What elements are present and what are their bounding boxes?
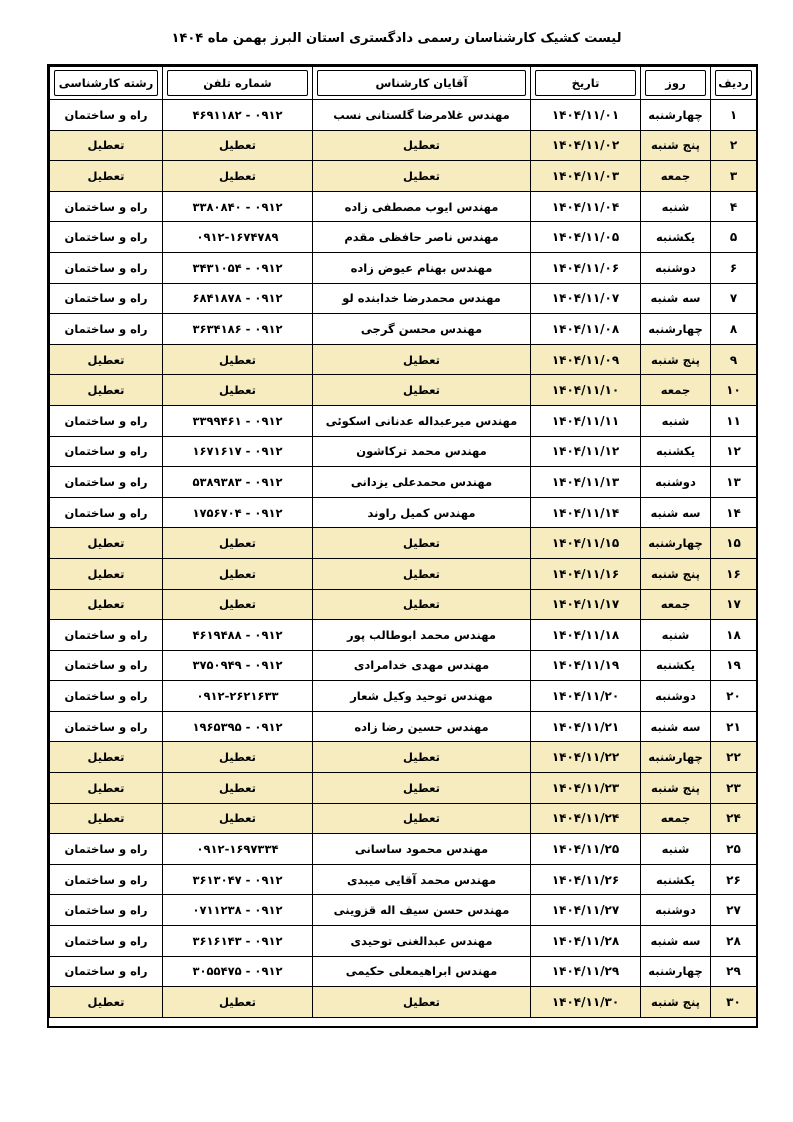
expert-name-cell: تعطیل	[313, 589, 531, 620]
table-row	[50, 864, 757, 895]
expert-name-cell: مهندس مهدی خدامرادی	[313, 650, 531, 681]
row-number-cell: ۲۸	[711, 926, 757, 957]
day-cell: پنج شنبه	[641, 987, 711, 1018]
date-cell: ۱۴۰۴/۱۱/۲۶	[531, 864, 641, 895]
row-number-cell: ۵	[711, 222, 757, 253]
field-cell: راه و ساختمان	[50, 436, 163, 467]
row-number-cell: ۳	[711, 161, 757, 192]
table-row	[50, 130, 757, 161]
date-cell: ۱۴۰۴/۱۱/۱۳	[531, 467, 641, 498]
date-cell: ۱۴۰۴/۱۱/۲۱	[531, 711, 641, 742]
row-number-cell: ۴	[711, 191, 757, 222]
table-row	[50, 620, 757, 651]
table-row	[50, 895, 757, 926]
date-cell: ۱۴۰۴/۱۱/۲۸	[531, 926, 641, 957]
field-cell: راه و ساختمان	[50, 314, 163, 345]
row-number-cell: ۲۱	[711, 711, 757, 742]
row-number-cell: ۱۰	[711, 375, 757, 406]
row-number-cell: ۷	[711, 283, 757, 314]
date-cell: ۱۴۰۴/۱۱/۳۰	[531, 987, 641, 1018]
date-cell: ۱۴۰۴/۱۱/۲۰	[531, 681, 641, 712]
table-row	[50, 436, 757, 467]
expert-name-cell: مهندس کمیل راوند	[313, 497, 531, 528]
row-number-cell: ۲۰	[711, 681, 757, 712]
field-cell: تعطیل	[50, 130, 163, 161]
row-number-cell: ۳۰	[711, 987, 757, 1018]
field-cell: راه و ساختمان	[50, 283, 163, 314]
table-row	[50, 405, 757, 436]
table-row	[50, 252, 757, 283]
expert-name-cell: مهندس محمدرضا خدابنده لو	[313, 283, 531, 314]
duty-roster-table	[49, 66, 757, 1018]
day-cell: دوشنبه	[641, 681, 711, 712]
date-cell: ۱۴۰۴/۱۱/۱۰	[531, 375, 641, 406]
row-number-cell: ۲۵	[711, 834, 757, 865]
phone-cell: تعطیل	[163, 130, 313, 161]
field-cell: راه و ساختمان	[50, 681, 163, 712]
field-cell: تعطیل	[50, 773, 163, 804]
phone-cell: تعطیل	[163, 344, 313, 375]
page-title: لیست کشیک کارشناسان رسمی دادگستری استان البرز بهمن ماه ۱۴۰۴	[171, 31, 622, 46]
expert-name-cell: مهندس بهنام عیوض زاده	[313, 252, 531, 283]
phone-cell: تعطیل	[163, 589, 313, 620]
date-cell: ۱۴۰۴/۱۱/۰۸	[531, 314, 641, 345]
phone-cell: تعطیل	[163, 528, 313, 559]
phone-cell: ۰۹۱۲ - ۵۳۸۹۳۸۳	[163, 467, 313, 498]
table-row	[50, 681, 757, 712]
row-number-cell: ۱۴	[711, 497, 757, 528]
expert-name-cell: تعطیل	[313, 161, 531, 192]
field-cell: تعطیل	[50, 161, 163, 192]
phone-cell: ۰۹۱۲ - ۳۴۳۱۰۵۴	[163, 252, 313, 283]
expert-name-cell: مهندس عبدالغنی توحیدی	[313, 926, 531, 957]
expert-name-cell: مهندس محمد ابوطالب پور	[313, 620, 531, 651]
phone-cell: ۰۹۱۲ - ۳۷۵۰۹۴۹	[163, 650, 313, 681]
header-field: رشته کارشناسی	[50, 67, 163, 100]
field-cell: راه و ساختمان	[50, 926, 163, 957]
field-cell: راه و ساختمان	[50, 405, 163, 436]
row-number-cell: ۱۶	[711, 558, 757, 589]
table-row	[50, 987, 757, 1018]
table-row	[50, 650, 757, 681]
field-cell: راه و ساختمان	[50, 252, 163, 283]
field-cell: راه و ساختمان	[50, 191, 163, 222]
field-cell: راه و ساختمان	[50, 467, 163, 498]
expert-name-cell: تعطیل	[313, 375, 531, 406]
table-row	[50, 497, 757, 528]
row-number-cell: ۲۴	[711, 803, 757, 834]
phone-cell: ۰۹۱۲ - ۰۷۱۱۲۳۸	[163, 895, 313, 926]
header-day: روز	[641, 67, 711, 100]
phone-cell: تعطیل	[163, 773, 313, 804]
day-cell: شنبه	[641, 834, 711, 865]
day-cell: یکشنبه	[641, 864, 711, 895]
date-cell: ۱۴۰۴/۱۱/۰۷	[531, 283, 641, 314]
day-cell: یکشنبه	[641, 436, 711, 467]
day-cell: شنبه	[641, 191, 711, 222]
phone-cell: ۰۹۱۲-۲۶۲۱۶۳۳	[163, 681, 313, 712]
expert-name-cell: تعطیل	[313, 987, 531, 1018]
field-cell: راه و ساختمان	[50, 620, 163, 651]
day-cell: پنج شنبه	[641, 558, 711, 589]
expert-name-cell: مهندس توحید وکیل شعار	[313, 681, 531, 712]
day-cell: پنج شنبه	[641, 773, 711, 804]
date-cell: ۱۴۰۴/۱۱/۰۳	[531, 161, 641, 192]
date-cell: ۱۴۰۴/۱۱/۲۵	[531, 834, 641, 865]
day-cell: شنبه	[641, 620, 711, 651]
row-number-cell: ۱۱	[711, 405, 757, 436]
date-cell: ۱۴۰۴/۱۱/۱۷	[531, 589, 641, 620]
date-cell: ۱۴۰۴/۱۱/۲۹	[531, 956, 641, 987]
field-cell: راه و ساختمان	[50, 711, 163, 742]
field-cell: تعطیل	[50, 528, 163, 559]
date-cell: ۱۴۰۴/۱۱/۰۶	[531, 252, 641, 283]
phone-cell: ۰۹۱۲ - ۱۶۷۱۶۱۷	[163, 436, 313, 467]
expert-name-cell: مهندس ناصر حافظی مقدم	[313, 222, 531, 253]
day-cell: سه شنبه	[641, 926, 711, 957]
phone-cell: ۰۹۱۲ - ۳۶۱۳۰۴۷	[163, 864, 313, 895]
table-row	[50, 742, 757, 773]
row-number-cell: ۹	[711, 344, 757, 375]
day-cell: سه شنبه	[641, 711, 711, 742]
expert-name-cell: تعطیل	[313, 528, 531, 559]
table-row	[50, 314, 757, 345]
date-cell: ۱۴۰۴/۱۱/۰۲	[531, 130, 641, 161]
phone-cell: تعطیل	[163, 803, 313, 834]
expert-name-cell: تعطیل	[313, 344, 531, 375]
date-cell: ۱۴۰۴/۱۱/۰۹	[531, 344, 641, 375]
day-cell: چهارشنبه	[641, 100, 711, 131]
day-cell: دوشنبه	[641, 252, 711, 283]
date-cell: ۱۴۰۴/۱۱/۲۷	[531, 895, 641, 926]
date-cell: ۱۴۰۴/۱۱/۰۴	[531, 191, 641, 222]
phone-cell: ۰۹۱۲ - ۱۷۵۶۷۰۴	[163, 497, 313, 528]
day-cell: سه شنبه	[641, 283, 711, 314]
row-number-cell: ۱۳	[711, 467, 757, 498]
table-row	[50, 528, 757, 559]
table-row	[50, 773, 757, 804]
table-row	[50, 558, 757, 589]
field-cell: تعطیل	[50, 344, 163, 375]
day-cell: سه شنبه	[641, 497, 711, 528]
expert-name-cell: مهندس محمد آقایی میبدی	[313, 864, 531, 895]
day-cell: جمعه	[641, 803, 711, 834]
phone-cell: ۰۹۱۲-۱۶۷۴۷۸۹	[163, 222, 313, 253]
table-row	[50, 191, 757, 222]
day-cell: چهارشنبه	[641, 314, 711, 345]
phone-cell: ۰۹۱۲ - ۶۸۴۱۸۷۸	[163, 283, 313, 314]
row-number-cell: ۲۲	[711, 742, 757, 773]
date-cell: ۱۴۰۴/۱۱/۲۲	[531, 742, 641, 773]
row-number-cell: ۱۹	[711, 650, 757, 681]
day-cell: یکشنبه	[641, 650, 711, 681]
expert-name-cell: مهندس حسین رضا زاده	[313, 711, 531, 742]
field-cell: راه و ساختمان	[50, 497, 163, 528]
table-row	[50, 926, 757, 957]
phone-cell: ۰۹۱۲-۱۶۹۷۳۳۴	[163, 834, 313, 865]
row-number-cell: ۲۶	[711, 864, 757, 895]
day-cell: پنج شنبه	[641, 344, 711, 375]
date-cell: ۱۴۰۴/۱۱/۱۶	[531, 558, 641, 589]
phone-cell: ۰۹۱۲ - ۴۶۱۹۴۸۸	[163, 620, 313, 651]
day-cell: شنبه	[641, 405, 711, 436]
field-cell: تعطیل	[50, 589, 163, 620]
expert-name-cell: تعطیل	[313, 773, 531, 804]
row-number-cell: ۸	[711, 314, 757, 345]
expert-name-cell: تعطیل	[313, 130, 531, 161]
row-number-cell: ۱	[711, 100, 757, 131]
field-cell: راه و ساختمان	[50, 956, 163, 987]
phone-cell: ۰۹۱۲ - ۳۳۹۹۴۶۱	[163, 405, 313, 436]
field-cell: تعطیل	[50, 558, 163, 589]
expert-name-cell: مهندس محمد ترکاشون	[313, 436, 531, 467]
row-number-cell: ۶	[711, 252, 757, 283]
date-cell: ۱۴۰۴/۱۱/۱۸	[531, 620, 641, 651]
field-cell: راه و ساختمان	[50, 222, 163, 253]
row-number-cell: ۱۲	[711, 436, 757, 467]
day-cell: جمعه	[641, 375, 711, 406]
duty-roster-table-frame	[47, 64, 758, 1028]
day-cell: چهارشنبه	[641, 956, 711, 987]
date-cell: ۱۴۰۴/۱۱/۱۲	[531, 436, 641, 467]
table-row	[50, 956, 757, 987]
date-cell: ۱۴۰۴/۱۱/۲۴	[531, 803, 641, 834]
day-cell: جمعه	[641, 161, 711, 192]
phone-cell: ۰۹۱۲ - ۳۶۱۶۱۴۳	[163, 926, 313, 957]
date-cell: ۱۴۰۴/۱۱/۱۵	[531, 528, 641, 559]
field-cell: تعطیل	[50, 803, 163, 834]
table-body	[50, 100, 757, 1018]
table-row	[50, 375, 757, 406]
header-expert: آقایان کارشناس	[313, 67, 531, 100]
expert-name-cell: مهندس حسن سیف اله قزوینی	[313, 895, 531, 926]
expert-name-cell: تعطیل	[313, 742, 531, 773]
field-cell: راه و ساختمان	[50, 100, 163, 131]
day-cell: چهارشنبه	[641, 528, 711, 559]
table-row	[50, 589, 757, 620]
table-row	[50, 222, 757, 253]
table-header-row	[50, 67, 757, 100]
row-number-cell: ۲۹	[711, 956, 757, 987]
phone-cell: ۰۹۱۲ - ۳۶۳۴۱۸۶	[163, 314, 313, 345]
phone-cell: ۰۹۱۲ - ۱۹۶۵۳۹۵	[163, 711, 313, 742]
expert-name-cell: مهندس میرعبداله عدنانی اسکوئی	[313, 405, 531, 436]
phone-cell: ۰۹۱۲ - ۴۶۹۱۱۸۲	[163, 100, 313, 131]
expert-name-cell: تعطیل	[313, 803, 531, 834]
row-number-cell: ۱۵	[711, 528, 757, 559]
field-cell: راه و ساختمان	[50, 650, 163, 681]
day-cell: چهارشنبه	[641, 742, 711, 773]
row-number-cell: ۱۷	[711, 589, 757, 620]
expert-name-cell: تعطیل	[313, 558, 531, 589]
field-cell: تعطیل	[50, 742, 163, 773]
date-cell: ۱۴۰۴/۱۱/۱۹	[531, 650, 641, 681]
field-cell: تعطیل	[50, 987, 163, 1018]
header-row-number: ردیف	[711, 67, 757, 100]
phone-cell: ۰۹۱۲ - ۳۰۵۵۴۷۵	[163, 956, 313, 987]
phone-cell: تعطیل	[163, 161, 313, 192]
table-row	[50, 711, 757, 742]
date-cell: ۱۴۰۴/۱۱/۱۴	[531, 497, 641, 528]
day-cell: دوشنبه	[641, 467, 711, 498]
date-cell: ۱۴۰۴/۱۱/۱۱	[531, 405, 641, 436]
phone-cell: ۰۹۱۲ - ۳۳۸۰۸۴۰	[163, 191, 313, 222]
field-cell: راه و ساختمان	[50, 895, 163, 926]
table-row	[50, 283, 757, 314]
table-row	[50, 467, 757, 498]
date-cell: ۱۴۰۴/۱۱/۰۱	[531, 100, 641, 131]
date-cell: ۱۴۰۴/۱۱/۰۵	[531, 222, 641, 253]
phone-cell: تعطیل	[163, 558, 313, 589]
header-date: تاریخ	[531, 67, 641, 100]
phone-cell: تعطیل	[163, 987, 313, 1018]
table-row	[50, 344, 757, 375]
field-cell: راه و ساختمان	[50, 834, 163, 865]
field-cell: راه و ساختمان	[50, 864, 163, 895]
expert-name-cell: مهندس غلامرضا گلستانی نسب	[313, 100, 531, 131]
header-phone: شماره تلفن	[163, 67, 313, 100]
day-cell: پنج شنبه	[641, 130, 711, 161]
expert-name-cell: مهندس محمود ساسانی	[313, 834, 531, 865]
row-number-cell: ۲۷	[711, 895, 757, 926]
table-row	[50, 834, 757, 865]
phone-cell: تعطیل	[163, 742, 313, 773]
row-number-cell: ۱۸	[711, 620, 757, 651]
expert-name-cell: مهندس ابراهیمعلی حکیمی	[313, 956, 531, 987]
date-cell: ۱۴۰۴/۱۱/۲۳	[531, 773, 641, 804]
expert-name-cell: مهندس ایوب مصطفی زاده	[313, 191, 531, 222]
field-cell: تعطیل	[50, 375, 163, 406]
phone-cell: تعطیل	[163, 375, 313, 406]
expert-name-cell: مهندس محمدعلی یزدانی	[313, 467, 531, 498]
table-row	[50, 161, 757, 192]
row-number-cell: ۲	[711, 130, 757, 161]
table-row	[50, 803, 757, 834]
day-cell: یکشنبه	[641, 222, 711, 253]
row-number-cell: ۲۳	[711, 773, 757, 804]
expert-name-cell: مهندس محسن گرجی	[313, 314, 531, 345]
day-cell: دوشنبه	[641, 895, 711, 926]
table-bottom-gap	[49, 1018, 756, 1026]
day-cell: جمعه	[641, 589, 711, 620]
table-row	[50, 100, 757, 131]
